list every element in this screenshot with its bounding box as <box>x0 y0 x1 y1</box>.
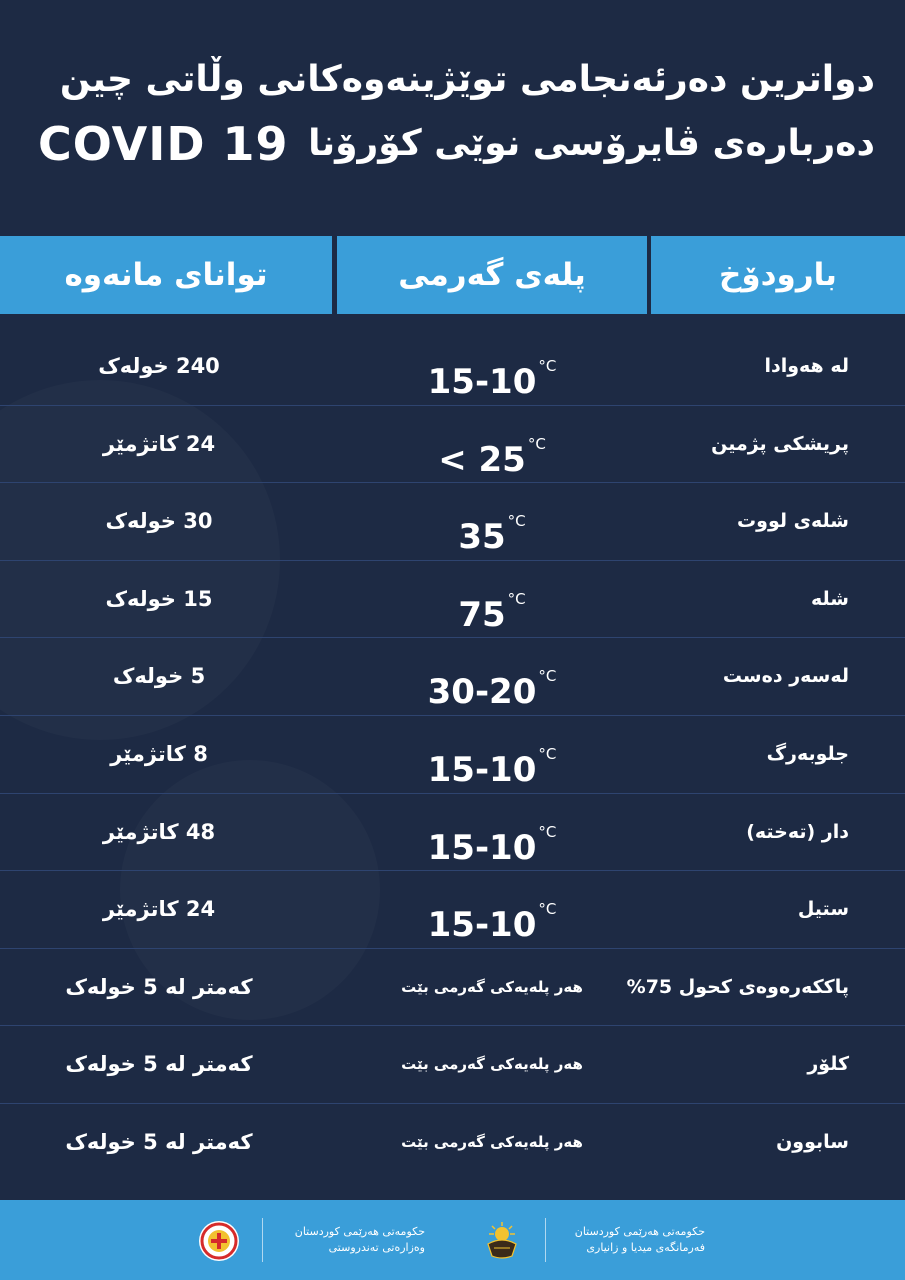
row-condition: سابوون <box>776 1130 849 1153</box>
survival-table <box>0 328 905 1181</box>
table-row <box>0 870 905 948</box>
table-row <box>0 560 905 638</box>
table-row <box>0 328 905 405</box>
degree-celsius: °C <box>538 744 557 763</box>
row-temperature: هەر پلەیەکی گەرمی بێت <box>401 1055 583 1074</box>
degree-celsius: °C <box>538 357 557 375</box>
row-temperature: < 25 $^{^\circ C}$ <box>438 434 546 480</box>
page-title-line1: دواترین دەرئەنجامی توێژینەوەکانی وڵاتی چین <box>59 59 875 100</box>
footer-divider <box>545 1218 546 1262</box>
row-condition: شلەی لووت <box>737 510 849 533</box>
row-condition: دار (تەختە) <box>746 820 849 843</box>
table-row <box>0 637 905 715</box>
page-title-line2 <box>30 112 875 176</box>
row-condition: جلوبەرگ <box>766 742 849 765</box>
degree-celsius: °C <box>527 434 546 453</box>
row-duration: کەمتر لە 5 خولەک <box>65 1052 253 1077</box>
row-condition: پاککەرەوەی کحول 75% <box>626 975 849 998</box>
krg-emblem-icon <box>480 1218 524 1262</box>
row-duration: 8 کاتژمێر <box>110 741 208 766</box>
table-row <box>0 482 905 560</box>
row-duration: 24 کاتژمێر <box>102 897 216 922</box>
degree-celsius: °C <box>538 822 557 841</box>
footer-divider <box>262 1218 263 1262</box>
row-temperature: 30-20 $^{^\circ C}$ <box>427 667 557 713</box>
row-condition: لەسەر دەست <box>722 665 849 688</box>
row-condition: پریشکی پژمین <box>711 432 849 455</box>
table-row <box>0 1103 905 1181</box>
row-duration: 5 خولەک <box>112 664 206 689</box>
column-header-condition: بارودۆخ <box>651 236 905 314</box>
row-duration: 24 کاتژمێر <box>102 431 216 456</box>
row-temperature: 15-10 $^{^\circ C}$ <box>427 357 557 402</box>
degree-celsius: °C <box>507 512 526 531</box>
page-footer <box>0 1200 905 1280</box>
column-header-survival: توانای مانەوە <box>0 236 332 314</box>
row-condition: کلۆر <box>807 1053 849 1076</box>
ministry-health-icon <box>198 1220 240 1262</box>
row-temperature: هەر پلەیەکی گەرمی بێت <box>401 1132 583 1151</box>
degree-celsius: °C <box>538 900 557 919</box>
media-department-label: حکومەتی هەرێمی کوردستان فەرمانگەی میدیا و زانیاری <box>574 1225 705 1254</box>
table-row <box>0 405 905 483</box>
row-duration: کەمتر لە 5 خولەک <box>65 1129 253 1154</box>
page-title-line2-text: دەربارەی ڤایرۆسی نوێی کۆرۆنا <box>308 123 875 164</box>
degree-celsius: °C <box>538 667 557 686</box>
row-condition: لە هەوادا <box>764 355 849 377</box>
row-temperature: 15-10 $^{^\circ C}$ <box>427 744 557 790</box>
table-row <box>0 715 905 793</box>
table-row <box>0 948 905 1026</box>
table-row <box>0 793 905 871</box>
row-duration: 15 خولەک <box>105 586 213 611</box>
health-ministry-label: حکومەتی هەرێمی کوردستان وەزارەتی تەندروستی <box>294 1225 425 1254</box>
row-duration: 240 خولەک <box>98 354 220 378</box>
row-temperature: هەر پلەیەکی گەرمی بێت <box>401 977 583 996</box>
row-temperature: 15-10 $^{^\circ C}$ <box>427 822 557 868</box>
page-header <box>0 0 905 230</box>
row-temperature: 75 $^{^\circ C}$ <box>458 589 526 635</box>
row-duration: کەمتر لە 5 خولەک <box>65 974 253 999</box>
row-condition: شلە <box>811 587 849 610</box>
covid-label: COVID 19 <box>38 117 289 171</box>
table-row <box>0 1025 905 1103</box>
column-header-temperature: پلەی گەرمی <box>337 236 647 314</box>
row-duration: 30 خولەک <box>105 509 213 534</box>
row-duration: 48 کاتژمێر <box>102 819 216 844</box>
degree-celsius: °C <box>507 589 526 608</box>
row-temperature: 35 $^{^\circ C}$ <box>458 512 526 558</box>
row-condition: ستیل <box>797 898 849 921</box>
row-temperature: 15-10 $^{^\circ C}$ <box>427 900 557 946</box>
